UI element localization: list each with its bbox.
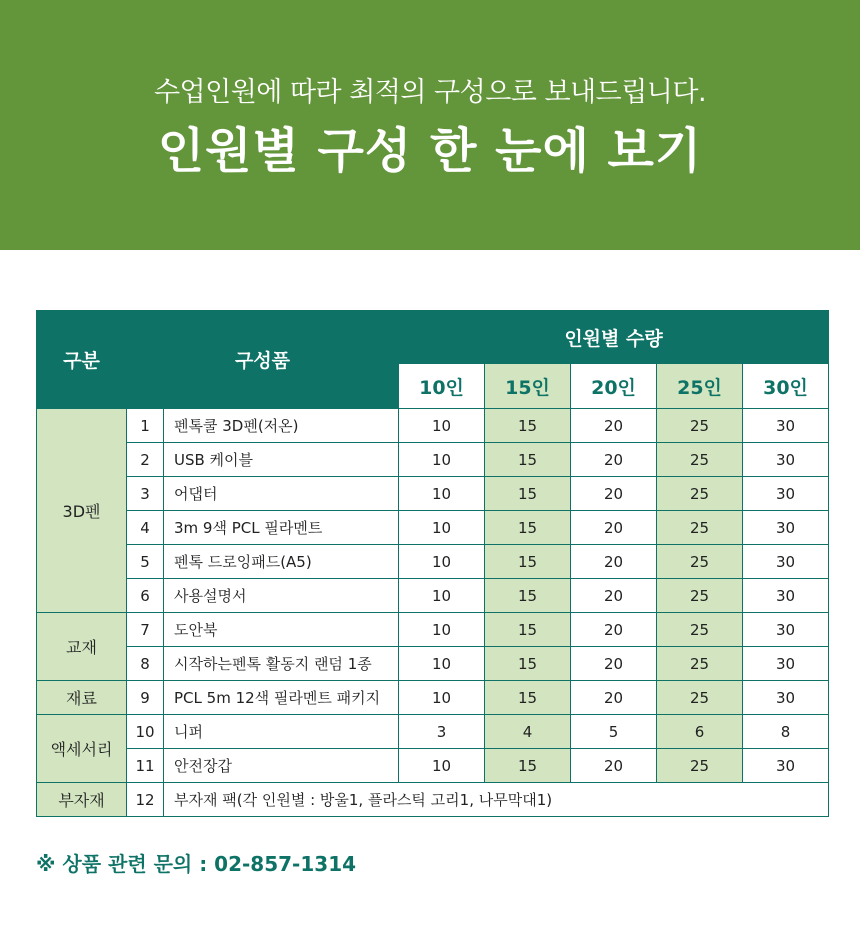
item-name: PCL 5m 12색 필라멘트 패키지 (164, 681, 399, 715)
item-name: 3m 9색 PCL 필라멘트 (164, 511, 399, 545)
category-cell: 교재 (37, 613, 127, 681)
quantity-cell: 30 (743, 579, 829, 613)
header-size-10: 10인 (399, 364, 485, 409)
table-row (37, 477, 829, 511)
quantity-cell: 15 (485, 545, 571, 579)
item-name: 도안북 (164, 613, 399, 647)
category-cell: 재료 (37, 681, 127, 715)
quantity-cell: 30 (743, 545, 829, 579)
quantity-cell: 25 (657, 579, 743, 613)
table-body (37, 409, 829, 817)
quantity-cell: 30 (743, 443, 829, 477)
quantity-cell: 10 (399, 749, 485, 783)
quantity-cell: 10 (399, 545, 485, 579)
quantity-cell: 25 (657, 647, 743, 681)
quantity-cell: 25 (657, 545, 743, 579)
quantity-cell: 6 (657, 715, 743, 749)
quantity-cell: 20 (571, 579, 657, 613)
quantity-cell: 15 (485, 613, 571, 647)
quantity-cell: 15 (485, 647, 571, 681)
quantity-cell: 25 (657, 443, 743, 477)
banner-title: 인원별 구성 한 눈에 보기 (157, 123, 703, 179)
category-cell: 액세서리 (37, 715, 127, 783)
quantity-cell: 20 (571, 477, 657, 511)
quantity-cell: 20 (571, 647, 657, 681)
quantity-cell: 20 (571, 681, 657, 715)
quantity-cell: 10 (399, 409, 485, 443)
row-number: 7 (127, 613, 164, 647)
quantity-cell: 25 (657, 511, 743, 545)
quantity-cell: 15 (485, 409, 571, 443)
quantity-cell: 20 (571, 409, 657, 443)
row-number: 5 (127, 545, 164, 579)
quantity-cell: 25 (657, 477, 743, 511)
banner-subtitle: 수업인원에 따라 최적의 구성으로 보내드립니다. (153, 77, 707, 108)
row-number: 4 (127, 511, 164, 545)
header-size-30: 30인 (743, 364, 829, 409)
quantity-cell: 4 (485, 715, 571, 749)
quantity-cell: 10 (399, 681, 485, 715)
row-number: 3 (127, 477, 164, 511)
quantity-cell: 30 (743, 647, 829, 681)
item-name: 시작하는펜톡 활동지 랜덤 1종 (164, 647, 399, 681)
table-row (37, 715, 829, 749)
quantity-cell: 30 (743, 613, 829, 647)
quantity-cell: 20 (571, 749, 657, 783)
table-row (37, 579, 829, 613)
item-name: 니퍼 (164, 715, 399, 749)
table-row (37, 647, 829, 681)
header-category: 구분 (37, 311, 127, 409)
table-row (37, 409, 829, 443)
quantity-cell: 30 (743, 681, 829, 715)
quantity-cell: 30 (743, 511, 829, 545)
quantity-cell: 30 (743, 409, 829, 443)
quantity-cell: 5 (571, 715, 657, 749)
item-note: 부자재 팩(각 인원별 : 방울1, 플라스틱 고리1, 나무막대1) (164, 783, 829, 817)
item-name: 어댑터 (164, 477, 399, 511)
item-name: 안전장갑 (164, 749, 399, 783)
row-number: 9 (127, 681, 164, 715)
quantity-cell: 20 (571, 545, 657, 579)
quantity-cell: 10 (399, 443, 485, 477)
table-row (37, 681, 829, 715)
quantity-cell: 15 (485, 681, 571, 715)
title-banner (0, 0, 860, 250)
row-number: 1 (127, 409, 164, 443)
header-components: 구성품 (127, 311, 399, 409)
category-cell: 3D펜 (37, 409, 127, 613)
quantity-cell: 15 (485, 477, 571, 511)
quantity-cell: 15 (485, 579, 571, 613)
quantity-cell: 10 (399, 647, 485, 681)
quantity-cell: 25 (657, 409, 743, 443)
quantity-cell: 25 (657, 613, 743, 647)
table-row (37, 749, 829, 783)
row-number: 10 (127, 715, 164, 749)
item-name: 펜톡 드로잉패드(A5) (164, 545, 399, 579)
quantity-cell: 10 (399, 579, 485, 613)
row-number: 11 (127, 749, 164, 783)
table-row (37, 613, 829, 647)
quantity-cell: 20 (571, 443, 657, 477)
quantity-cell: 25 (657, 681, 743, 715)
quantity-cell: 10 (399, 477, 485, 511)
row-number: 12 (127, 783, 164, 817)
item-name: USB 케이블 (164, 443, 399, 477)
table-row (37, 545, 829, 579)
header-quantity-group: 인원별 수량 (399, 311, 829, 364)
row-number: 2 (127, 443, 164, 477)
table-row (37, 443, 829, 477)
quantity-cell: 30 (743, 749, 829, 783)
row-number: 6 (127, 579, 164, 613)
header-size-25: 25인 (657, 364, 743, 409)
quantity-cell: 25 (657, 749, 743, 783)
quantity-cell: 20 (571, 613, 657, 647)
quantity-cell: 10 (399, 511, 485, 545)
contact-info: ※ 상품 관련 문의 : 02-857-1314 (36, 852, 357, 876)
row-number: 8 (127, 647, 164, 681)
item-name: 사용설명서 (164, 579, 399, 613)
quantity-cell: 20 (571, 511, 657, 545)
item-name: 펜톡쿨 3D펜(저온) (164, 409, 399, 443)
quantity-cell: 15 (485, 443, 571, 477)
quantity-cell: 8 (743, 715, 829, 749)
composition-table (36, 310, 829, 817)
table-row (37, 783, 829, 817)
quantity-cell: 10 (399, 613, 485, 647)
quantity-cell: 30 (743, 477, 829, 511)
quantity-cell: 15 (485, 749, 571, 783)
table-row (37, 511, 829, 545)
quantity-cell: 15 (485, 511, 571, 545)
header-size-20: 20인 (571, 364, 657, 409)
header-size-15: 15인 (485, 364, 571, 409)
quantity-cell: 3 (399, 715, 485, 749)
category-cell: 부자재 (37, 783, 127, 817)
